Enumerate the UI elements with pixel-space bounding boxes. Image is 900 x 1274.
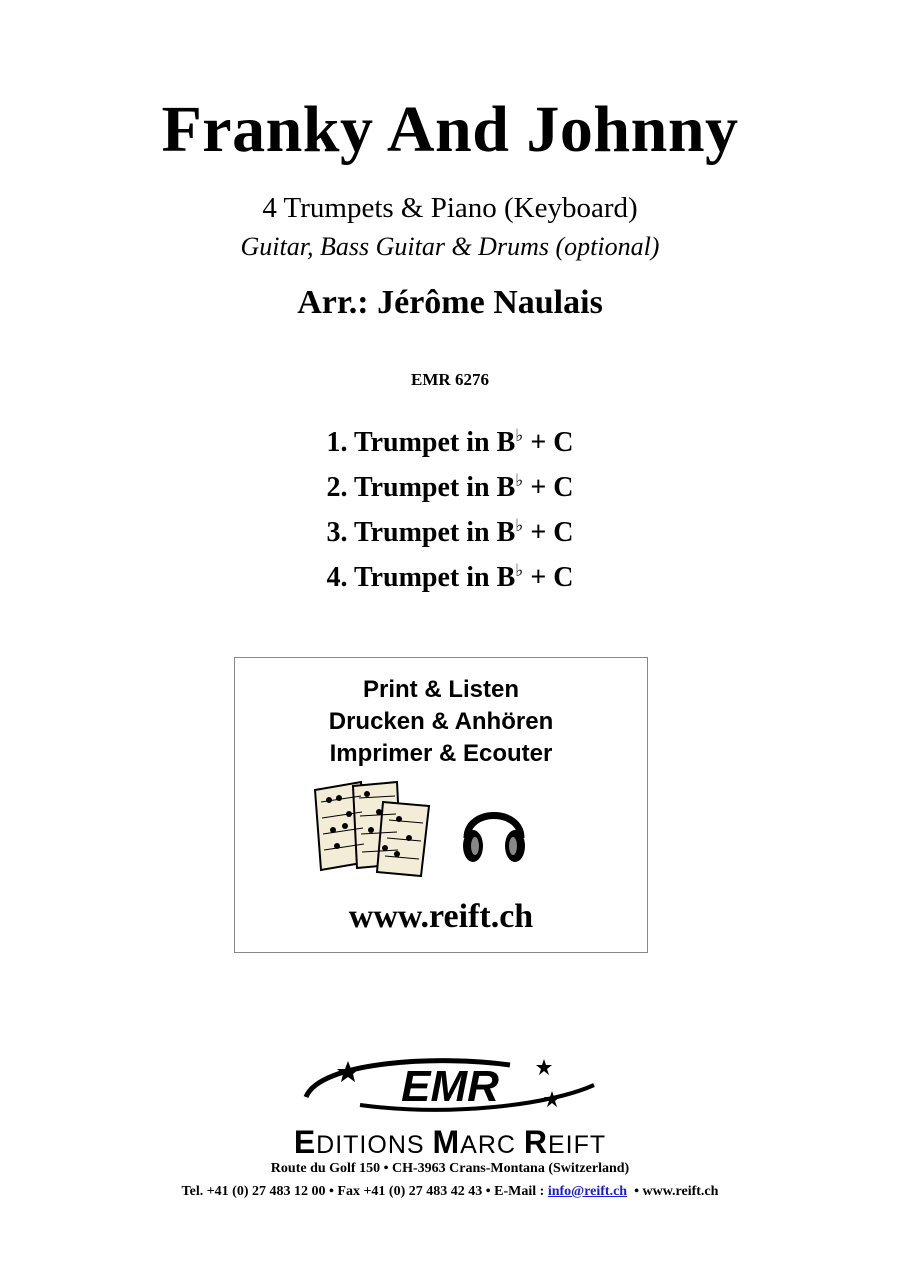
part-item: 4. Trumpet in B♭ + C bbox=[326, 561, 574, 593]
optional-instruments: Guitar, Bass Guitar & Drums (optional) bbox=[240, 232, 660, 261]
svg-text:EMR: EMR bbox=[401, 1062, 499, 1111]
promo-line-de: Drucken & Anhören bbox=[328, 708, 554, 735]
score-title: Franky And Johnny bbox=[161, 93, 739, 166]
part-item: 2. Trumpet in B♭ + C bbox=[326, 471, 574, 503]
instrumentation: 4 Trumpets & Piano (Keyboard) bbox=[262, 192, 638, 224]
catalog-number: EMR 6276 bbox=[411, 370, 489, 389]
part-item: 3. Trumpet in B♭ + C bbox=[326, 516, 574, 548]
promo-line-en: Print & Listen bbox=[362, 676, 519, 703]
flat-sign: ♭ bbox=[515, 561, 524, 580]
promo-website-link[interactable]: www.reift.ch bbox=[348, 898, 534, 935]
flat-sign: ♭ bbox=[515, 471, 524, 490]
flat-sign: ♭ bbox=[515, 426, 524, 445]
print-listen-box[interactable] bbox=[234, 657, 648, 953]
sheet-music-icon bbox=[309, 776, 435, 880]
publisher-address: Route du Golf 150 • CH-3963 Crans-Montana (Switzerland) bbox=[270, 1161, 630, 1176]
flat-sign: ♭ bbox=[515, 516, 524, 535]
publisher-contact: Tel. +41 (0) 27 483 12 00 • Fax +41 (0) 27 483 42 43 • E-Mail : info@reift.ch • www.reift.ch bbox=[181, 1184, 719, 1199]
part-item: 1. Trumpet in B♭ + C bbox=[326, 426, 574, 458]
email-link[interactable]: info@reift.ch bbox=[547, 1184, 628, 1199]
parts-list bbox=[0, 420, 900, 600]
headphones-icon bbox=[459, 796, 529, 868]
emr-logo bbox=[300, 1055, 600, 1115]
promo-line-fr: Imprimer & Ecouter bbox=[329, 740, 553, 767]
publisher-name: EDITIONS MARC REIFT bbox=[293, 1124, 607, 1160]
arranger: Arr.: Jérôme Naulais bbox=[297, 284, 603, 321]
promo-text bbox=[235, 674, 647, 770]
